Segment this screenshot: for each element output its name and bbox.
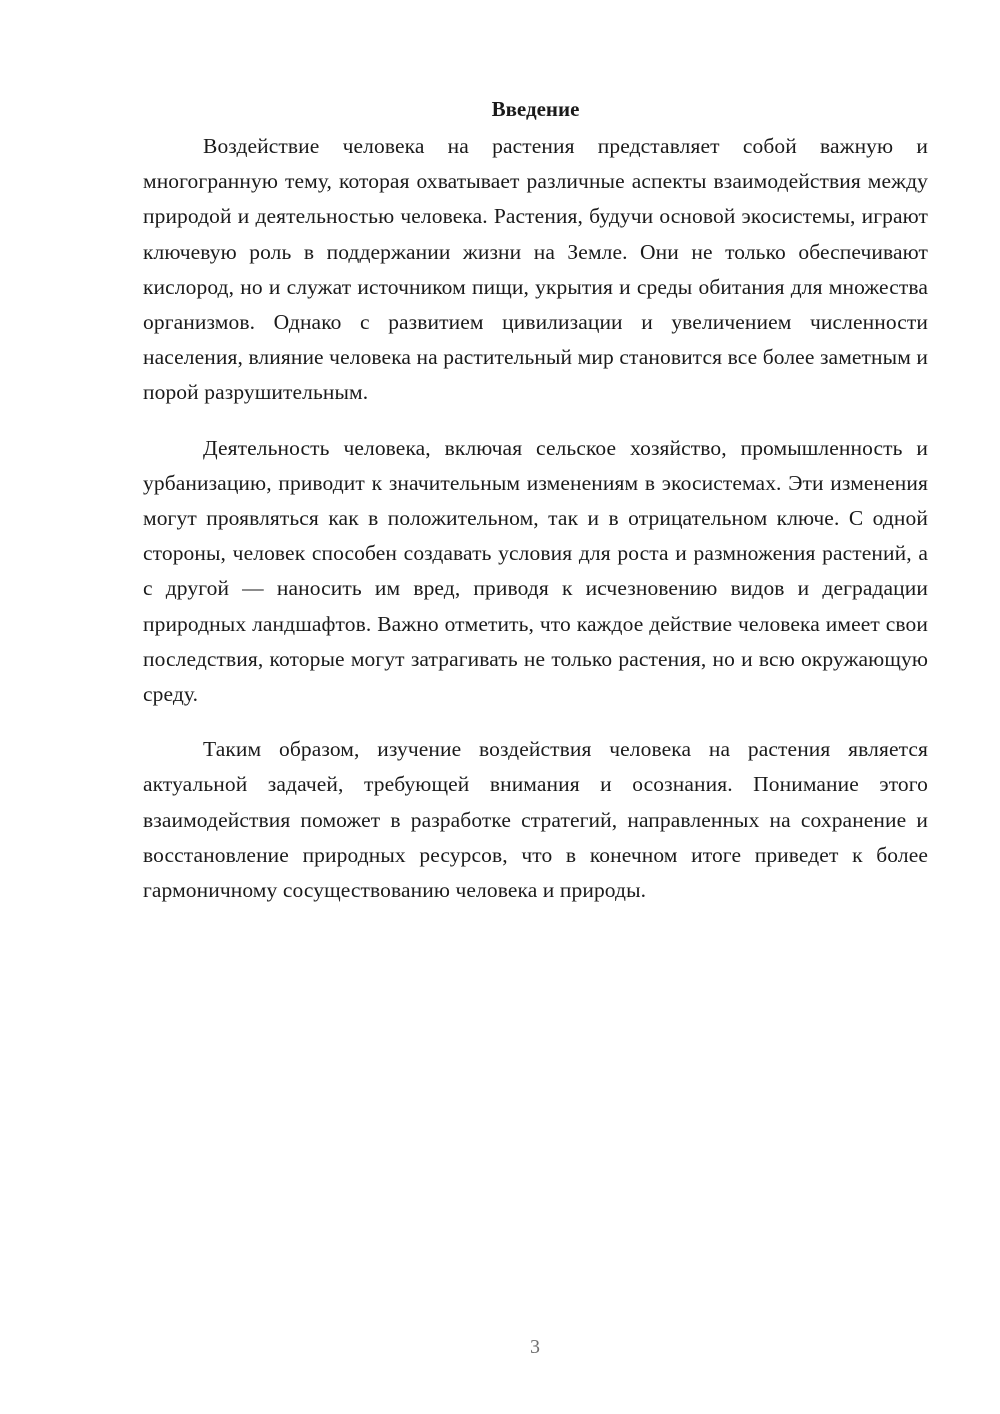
page-number: 3 [530, 1336, 540, 1358]
paragraph-3: Таким образом, изучение воздействия человека на растения является актуальной задачей, требующей внимания и осознания. Понимание этого взаимодействия поможет в разработке стратегий, направленных на сохранение и восстановление природных ресурсов, что в конечном итоге приведет к более гармоничному сосуществованию человека и природы. [143, 737, 928, 903]
section-title: Введение [491, 97, 580, 121]
paragraph-1: Воздействие человека на растения представляет собой важную и многогранную тему, которая охватывает различные аспекты взаимодействия между природой и деятельностью человека. Растения, будучи основой экосистемы, играют ключевую роль в поддержании жизни на Земле. Они не только обеспечивают кислород, но и служат источником пищи, укрытия и среды обитания для множества организмов. Однако с развитием цивилизации и увеличением численности населения, влияние человека на растительный мир становится все более заметным и порой разрушительным. [143, 134, 928, 405]
page-content [143, 92, 928, 928]
paragraph-2: Деятельность человека, включая сельское хозяйство, промышленность и урбанизацию, приводит к значительным изменениям в экосистемах. Эти изменения могут проявляться как в положительном, так и в отрицательном ключе. С одной стороны, человек способен создавать условия для роста и размножения растений, а с другой — наносить им вред, приводя к исчезновению видов и деградации природных ландшафтов. Важно отметить, что каждое действие человека имеет свои последствия, которые могут затрагивать не только растения, но и всю окружающую среду. [143, 435, 928, 707]
